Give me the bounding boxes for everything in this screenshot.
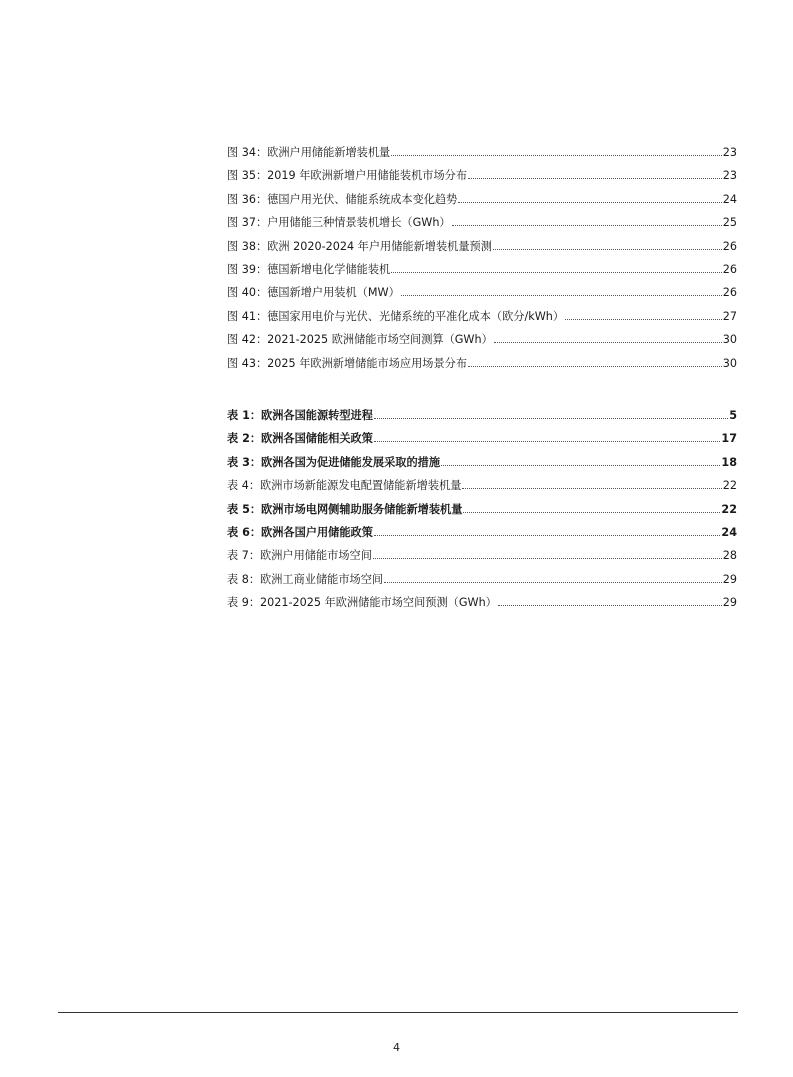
table-entry[interactable] <box>227 525 737 548</box>
table-entry-page: 28 <box>722 549 737 563</box>
table-entry[interactable] <box>227 572 737 595</box>
table-entry[interactable] <box>227 548 737 571</box>
dot-leader <box>494 342 722 343</box>
figure-entry-label: 图 43：2025 年欧洲新增储能市场应用场景分布 <box>227 356 468 370</box>
dot-leader <box>374 418 728 419</box>
figure-entry[interactable] <box>227 332 737 355</box>
figure-entry-page: 30 <box>722 356 737 370</box>
figure-entry-label: 图 42：2021-2025 欧洲储能市场空间测算（GWh） <box>227 333 493 347</box>
dot-leader <box>374 441 720 442</box>
figure-entry[interactable] <box>227 309 737 332</box>
dot-leader <box>401 295 722 296</box>
table-entry-page: 5 <box>729 409 737 422</box>
figure-entry-page: 26 <box>722 286 737 300</box>
figure-entry-page: 26 <box>722 262 737 276</box>
table-entry-label: 表 5：欧洲市场电网侧辅助服务储能新增装机量 <box>227 502 463 516</box>
dot-leader <box>462 488 721 489</box>
figure-entry-page: 23 <box>722 146 737 159</box>
table-entry-label: 表 9：2021-2025 年欧洲储能市场空间预测（GWh） <box>227 596 497 610</box>
table-entry-label: 表 4：欧洲市场新能源发电配置储能新增装机量 <box>227 479 462 493</box>
table-entry-label: 表 1：欧洲各国能源转型进程 <box>227 409 373 422</box>
figure-entry-label: 图 40：德国新增户用装机（MW） <box>227 286 400 300</box>
dot-leader <box>391 155 722 156</box>
table-entry[interactable] <box>227 502 737 525</box>
table-entry-page: 22 <box>722 479 737 493</box>
table-entry-label: 表 2：欧洲各国储能相关政策 <box>227 432 373 446</box>
table-entry-label: 表 6：欧洲各国户用储能政策 <box>227 525 373 539</box>
figure-entry-page: 24 <box>722 192 737 206</box>
figure-entry-page: 26 <box>722 239 737 253</box>
table-entry-page: 22 <box>721 502 737 516</box>
figure-entry[interactable] <box>227 356 737 379</box>
dot-leader <box>565 319 722 320</box>
table-entry-page: 29 <box>722 596 737 610</box>
dot-leader <box>463 512 720 513</box>
figure-entry-label: 图 36：德国户用光伏、储能系统成本变化趋势 <box>227 192 458 206</box>
dot-leader <box>452 225 722 226</box>
dot-leader <box>384 582 722 583</box>
figure-entry[interactable] <box>227 168 737 191</box>
figure-entry-label: 图 41：德国家用电价与光伏、光储系统的平准化成本（欧分/kWh） <box>227 309 565 323</box>
table-entry-page: 18 <box>721 455 737 469</box>
table-entry-label: 表 7：欧洲户用储能市场空间 <box>227 549 372 563</box>
dot-leader <box>498 605 722 606</box>
table-entry-page: 29 <box>722 572 737 586</box>
dot-leader <box>441 465 720 466</box>
dot-leader <box>373 558 722 559</box>
footer-rule <box>58 1012 738 1013</box>
figure-entry-label: 图 38：欧洲 2020-2024 年户用储能新增装机量预测 <box>227 239 492 253</box>
dot-leader <box>493 249 722 250</box>
figure-entry[interactable] <box>227 215 737 238</box>
figure-list <box>227 145 737 379</box>
figure-entry[interactable] <box>227 285 737 308</box>
table-entry[interactable] <box>227 595 737 618</box>
figure-entry-page: 27 <box>722 309 737 323</box>
table-entry[interactable] <box>227 431 737 454</box>
figure-entry[interactable] <box>227 262 737 285</box>
page-number: 4 <box>393 1041 400 1054</box>
table-entry-label: 表 8：欧洲工商业储能市场空间 <box>227 572 384 586</box>
figure-entry-label: 图 34：欧洲户用储能新增装机量 <box>227 146 391 159</box>
figure-entry[interactable] <box>227 145 737 168</box>
figure-entry-label: 图 39：德国新增电化学储能装机 <box>227 262 391 276</box>
dot-leader <box>374 535 720 536</box>
table-list <box>227 408 737 619</box>
figure-entry-page: 30 <box>722 333 737 347</box>
figure-entry-page: 23 <box>722 169 737 183</box>
table-entry[interactable] <box>227 478 737 501</box>
dot-leader <box>468 178 722 179</box>
figure-entry[interactable] <box>227 192 737 215</box>
figure-entry-page: 25 <box>722 216 737 230</box>
table-entry[interactable] <box>227 408 737 431</box>
dot-leader <box>458 202 721 203</box>
table-entry-label: 表 3：欧洲各国为促进储能发展采取的措施 <box>227 455 441 469</box>
figure-entry[interactable] <box>227 239 737 262</box>
dot-leader <box>468 366 722 367</box>
table-entry[interactable] <box>227 455 737 478</box>
table-entry-page: 17 <box>721 432 737 446</box>
table-entry-page: 24 <box>721 525 737 539</box>
figure-entry-label: 图 35：2019 年欧洲新增户用储能装机市场分布 <box>227 169 468 183</box>
figure-entry-label: 图 37：户用储能三种情景装机增长（GWh） <box>227 216 451 230</box>
dot-leader <box>391 272 722 273</box>
